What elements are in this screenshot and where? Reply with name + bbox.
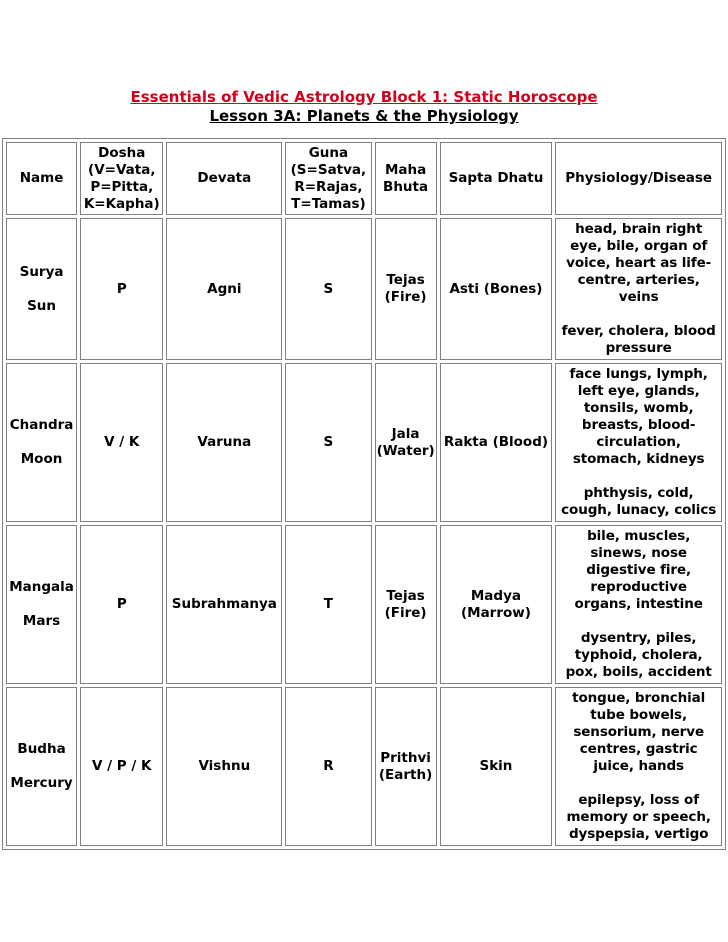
maha-bhuta-cell (375, 687, 437, 846)
column-header-line: Dosha (98, 144, 146, 161)
sapta-dhatu-cell (440, 687, 553, 846)
maha-bhuta-line: (Fire) (384, 604, 427, 621)
physiology-line: juice, hands (593, 758, 684, 774)
disease-line: memory or speech, (566, 809, 711, 825)
physiology-line: organs, intestine (574, 596, 703, 612)
disease-line: epilepsy, loss of (578, 792, 699, 808)
maha-bhuta-line: (Earth) (378, 766, 433, 783)
column-header-line: K=Kapha) (83, 195, 160, 212)
physiology-line: bile, muscles, (587, 528, 691, 544)
lesson-subtitle (0, 106, 728, 126)
guna-cell: S (285, 363, 371, 522)
planet-name-cell (6, 363, 77, 522)
column-header-line: (V=Vata, (88, 161, 156, 178)
planet-sanskrit-name: Budha (17, 741, 66, 757)
column-header-line: (S=Satva, (290, 161, 367, 178)
devata-cell: Varuna (166, 363, 282, 522)
sapta-dhatu-cell (440, 525, 553, 684)
planet-english-name: Sun (27, 297, 57, 314)
planets-physiology-table (2, 138, 726, 850)
planet-name-cell (6, 218, 77, 360)
disease-line: pox, boils, accident (565, 664, 712, 680)
planet-sanskrit-name: Surya (19, 263, 64, 280)
lesson-subtitle-text: Lesson 3A: Planets & the Physiology (209, 107, 519, 125)
physiology-line: centres, gastric (579, 741, 698, 757)
devata-cell: Vishnu (166, 687, 282, 846)
maha-bhuta-cell (375, 525, 437, 684)
column-header-name (6, 142, 77, 215)
planet-english-name: Moon (20, 451, 63, 467)
dosha-cell: V / K (80, 363, 163, 522)
planet-sanskrit-name: Mangala (9, 579, 74, 595)
guna-cell: S (285, 218, 371, 360)
maha-bhuta-cell (375, 363, 437, 522)
physiology-disease-cell (555, 218, 722, 360)
physiology-line: digestive fire, (586, 562, 692, 578)
disease-line: cough, lunacy, colics (561, 502, 717, 518)
disease-line: dysentry, piles, (580, 630, 697, 646)
physiology-line: voice, heart as life- (566, 255, 712, 271)
table-row (6, 218, 722, 360)
column-header-line: P=Pitta, (90, 178, 154, 195)
sapta-dhatu-cell (440, 363, 553, 522)
guna-cell: R (285, 687, 371, 846)
disease-line: pressure (605, 340, 672, 356)
sapta-dhatu-line: Madya (470, 587, 521, 604)
column-header-sapta-dhatu (440, 142, 553, 215)
column-header-line: Sapta Dhatu (448, 170, 544, 186)
maha-bhuta-line: Prithvi (380, 749, 431, 766)
physiology-line: reproductive (590, 579, 687, 595)
column-header-line: T=Tamas) (291, 195, 366, 212)
physiology-line: sensorium, nerve (573, 724, 704, 740)
column-header-maha-bhuta (375, 142, 437, 215)
maha-bhuta-line: Tejas (386, 272, 425, 288)
physiology-line: breasts, blood- (581, 417, 696, 433)
physiology-line: tonsils, womb, (583, 400, 694, 416)
header-row (6, 142, 722, 215)
column-header-line: R=Rajas, (294, 178, 363, 195)
sapta-dhatu-line: Rakta (Blood) (443, 434, 549, 450)
disease-line: fever, cholera, blood (561, 323, 716, 339)
physiology-line: veins (618, 289, 659, 305)
maha-bhuta-cell (375, 218, 437, 360)
disease-line: typhoid, cholera, (574, 647, 703, 663)
column-header-line: Physiology/Disease (565, 170, 713, 186)
planet-english-name: Mercury (10, 775, 73, 791)
maha-bhuta-line: (Fire) (384, 289, 427, 305)
dosha-cell: P (80, 525, 163, 684)
maha-bhuta-line: (Water) (376, 442, 435, 459)
column-header-guna (285, 142, 371, 215)
dosha-cell: V / P / K (80, 687, 163, 846)
physiology-line: tube bowels, (590, 707, 688, 723)
sapta-dhatu-line: Asti (Bones) (449, 280, 543, 297)
physiology-line: head, brain right (575, 221, 703, 237)
physiology-line: tongue, bronchial (572, 690, 706, 706)
table-row (6, 363, 722, 522)
physiology-line: sinews, nose (590, 545, 687, 561)
sapta-dhatu-line: Skin (479, 758, 513, 774)
disease-line: dyspepsia, vertigo (568, 826, 709, 842)
column-header-line: Devata (197, 170, 252, 186)
disease-line: phthysis, cold, (583, 485, 694, 501)
column-header-physiology-disease (555, 142, 722, 215)
document-title (0, 87, 728, 107)
devata-cell: Subrahmanya (166, 525, 282, 684)
sapta-dhatu-cell (440, 218, 553, 360)
column-header-line: Name (19, 170, 64, 186)
table-row (6, 525, 722, 684)
planet-name-cell (6, 687, 77, 846)
dosha-cell: P (80, 218, 163, 360)
planet-name-cell (6, 525, 77, 684)
column-header-line: Guna (308, 144, 349, 161)
physiology-disease-cell (555, 363, 722, 522)
physiology-disease-cell (555, 687, 722, 846)
column-header-line: Bhuta (383, 178, 429, 195)
physiology-line: face lungs, lymph, (569, 366, 708, 382)
devata-cell: Agni (166, 218, 282, 360)
planet-english-name: Mars (22, 613, 61, 629)
maha-bhuta-line: Tejas (386, 587, 425, 604)
table-row (6, 687, 722, 846)
guna-cell: T (285, 525, 371, 684)
physiology-line: centre, arteries, (577, 272, 700, 288)
physiology-line: stomach, kidneys (572, 451, 705, 467)
maha-bhuta-line: Jala (391, 425, 420, 442)
physiology-line: left eye, glands, (577, 383, 700, 399)
sapta-dhatu-line: (Marrow) (460, 604, 531, 621)
physiology-disease-cell (555, 525, 722, 684)
physiology-line: circulation, (596, 434, 681, 450)
planet-sanskrit-name: Chandra (9, 417, 74, 433)
document-title-text: Essentials of Vedic Astrology Block 1: Static Horoscope (130, 88, 598, 106)
physiology-line: eye, bile, organ of (570, 238, 708, 254)
column-header-dosha (80, 142, 163, 215)
column-header-devata (166, 142, 282, 215)
column-header-line: Maha (384, 161, 427, 178)
